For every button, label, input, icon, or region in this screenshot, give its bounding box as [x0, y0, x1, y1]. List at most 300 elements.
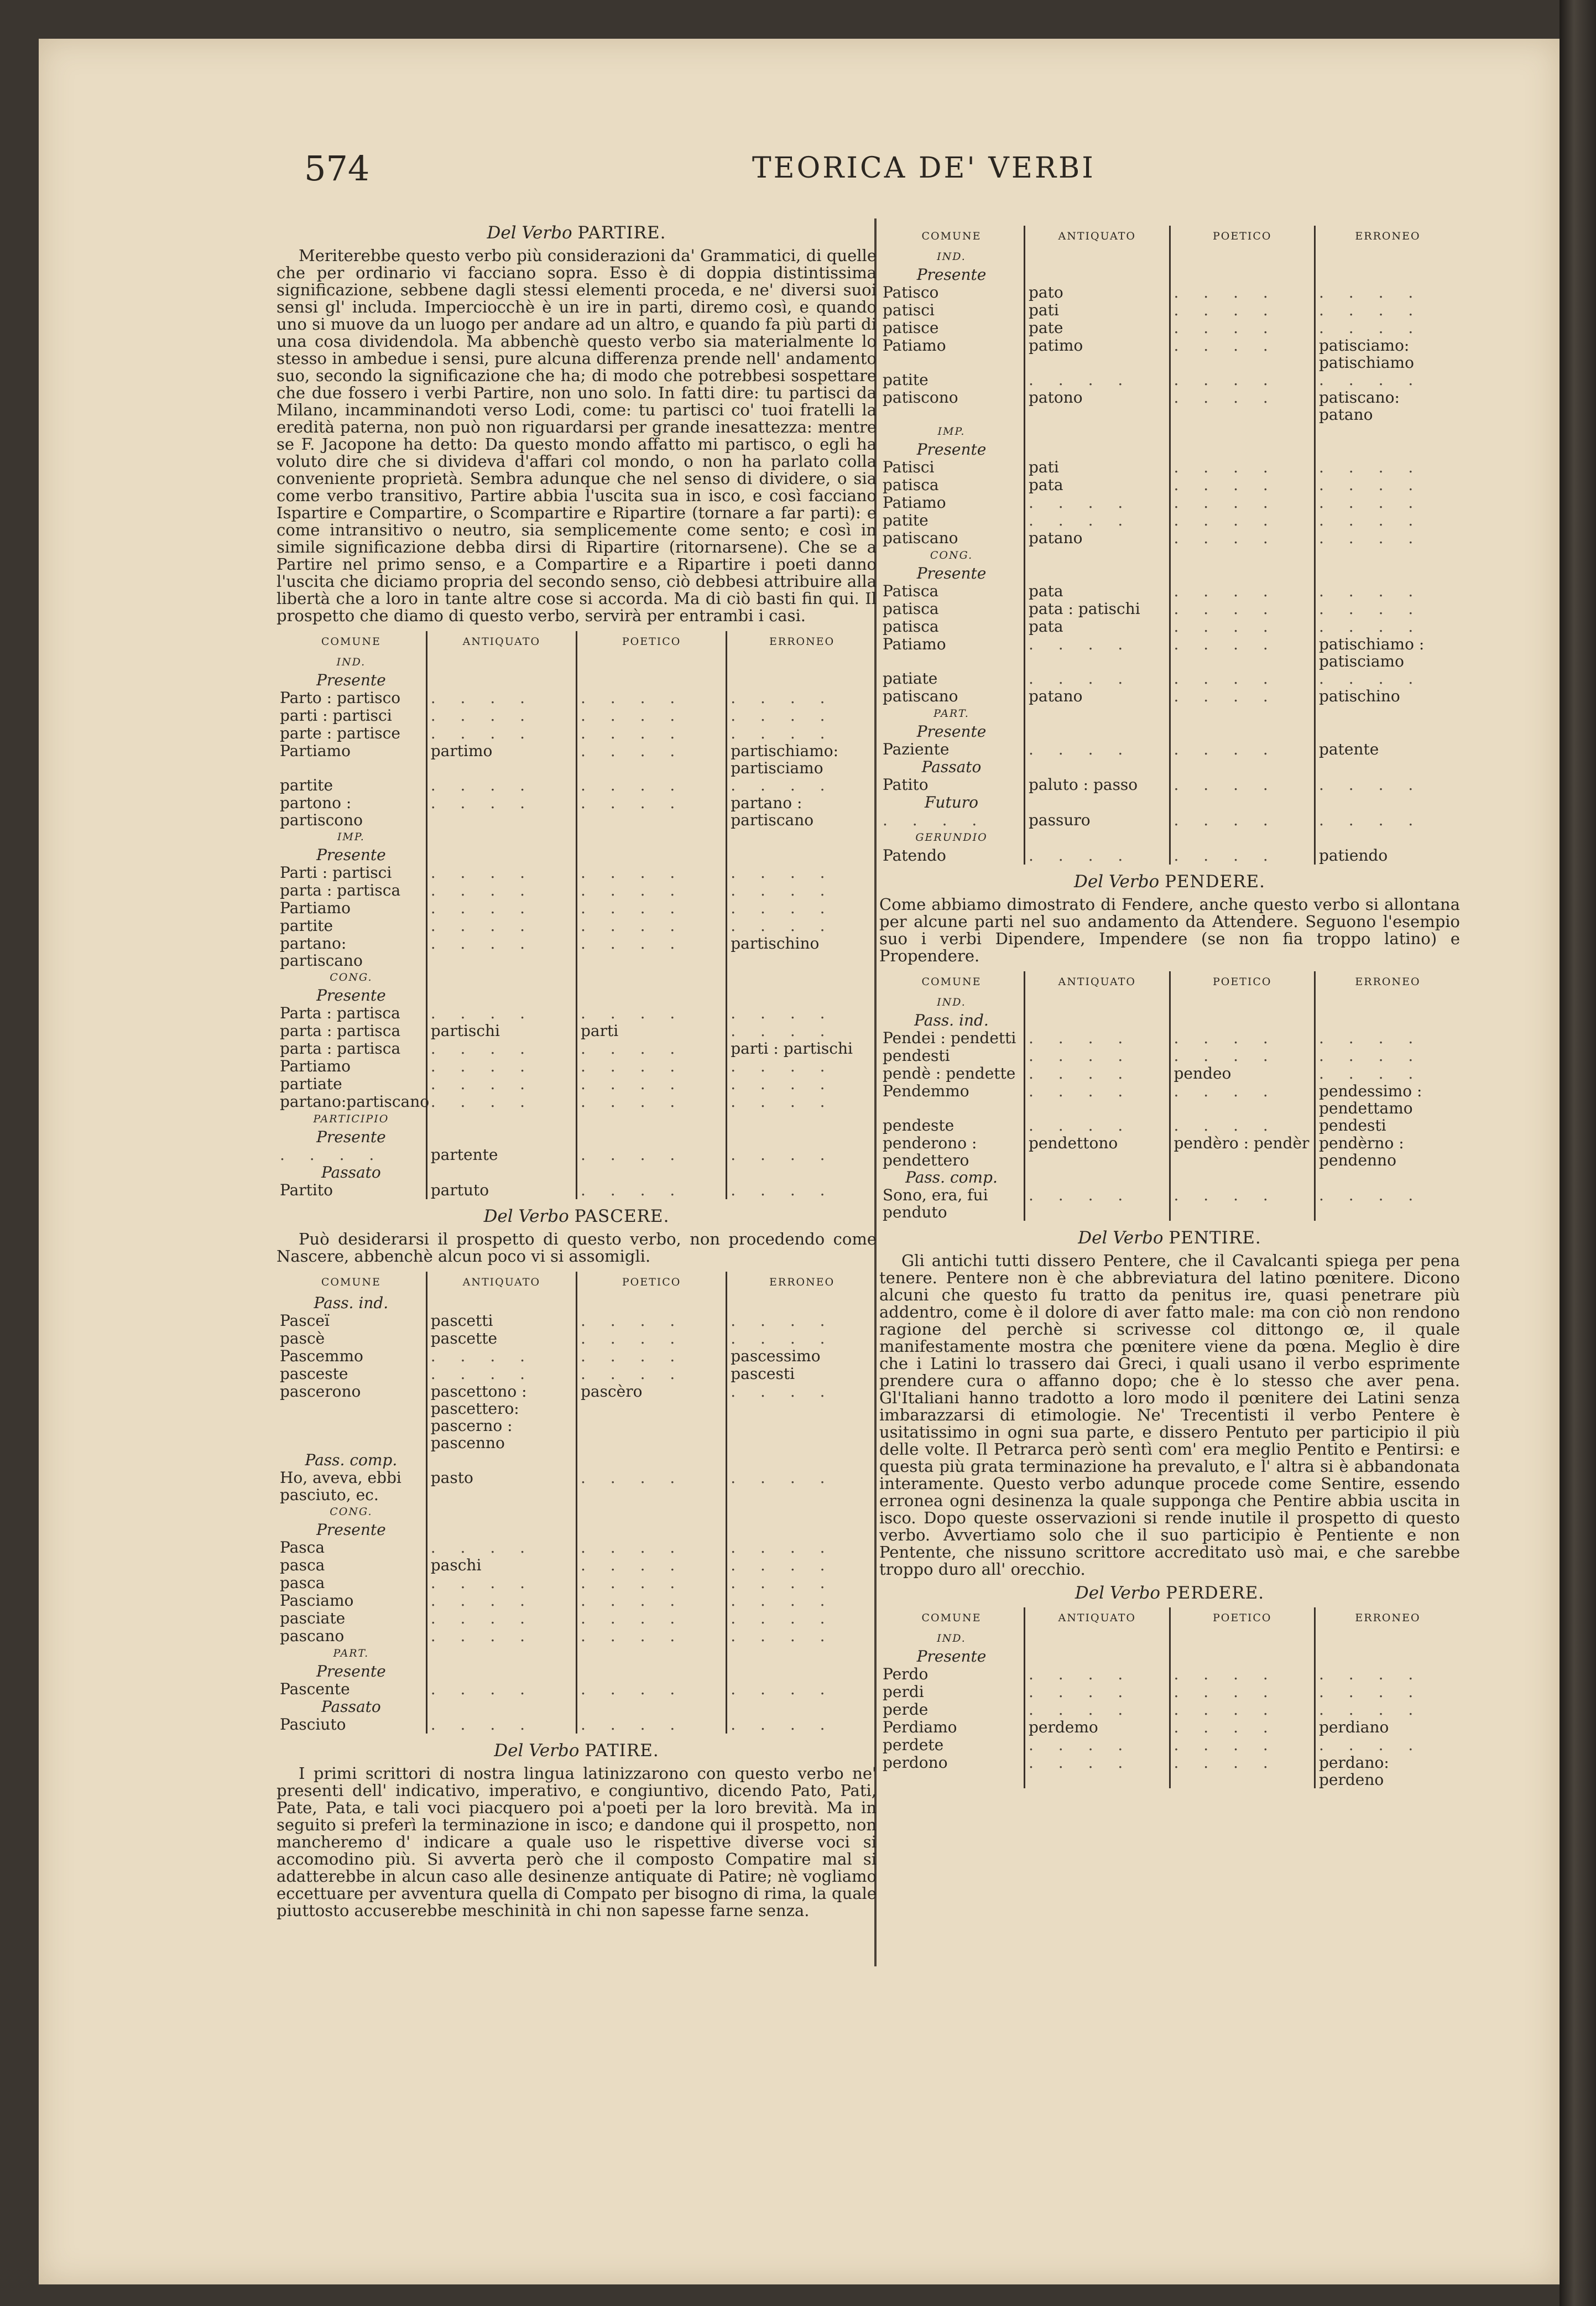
- empty-cell: [1025, 565, 1170, 582]
- poetico-cell: . . . .: [1170, 494, 1315, 512]
- empty-cell: [1170, 423, 1315, 441]
- empty-cell: [577, 1645, 727, 1663]
- poetico-cell: . . . .: [577, 935, 727, 969]
- poetico-cell: . . . .: [1170, 284, 1315, 301]
- antiquato-cell: patono: [1025, 389, 1170, 423]
- empty-cell: [426, 1645, 576, 1663]
- poetico-cell: . . . .: [1170, 1117, 1315, 1134]
- table-row: [277, 1469, 877, 1503]
- erroneo-cell: . . . .: [1315, 1736, 1461, 1754]
- table-row: [879, 600, 1460, 618]
- table-row: [277, 1075, 877, 1093]
- erroneo-cell: perdiano: [1315, 1719, 1461, 1736]
- empty-cell: [1170, 565, 1315, 582]
- comune-cell: Patiamo: [883, 336, 946, 355]
- table-row: [277, 1645, 877, 1663]
- table-row: [879, 337, 1460, 371]
- table-row: [277, 1698, 877, 1716]
- empty-cell: [577, 1111, 727, 1128]
- erroneo-cell: pendèrno : pendenno: [1315, 1134, 1461, 1169]
- antiquato-cell: . . . .: [1025, 512, 1170, 529]
- erroneo-cell: . . . .: [1315, 459, 1461, 476]
- antiquato-cell: pati: [1025, 301, 1170, 319]
- poetico-cell: . . . .: [577, 917, 727, 935]
- erroneo-cell: . . . .: [727, 1330, 877, 1347]
- comune-cell: Partiamo: [280, 742, 351, 760]
- empty-cell: [426, 1663, 576, 1680]
- poetico-cell: . . . .: [577, 777, 727, 794]
- antiquato-cell: . . . .: [426, 707, 576, 725]
- table-row: [879, 705, 1460, 723]
- comune-cell: parta : partisca: [280, 881, 401, 899]
- col-head-antiquato: ANTIQUATO: [426, 1272, 576, 1294]
- comune-cell: pasca: [280, 1574, 325, 1592]
- comune-cell: Paziente: [883, 740, 950, 758]
- comune-cell: patisca: [883, 617, 939, 636]
- table-row: [879, 301, 1460, 319]
- poetico-cell: . . . .: [577, 725, 727, 742]
- comune-cell: Parta : partisca: [280, 1004, 400, 1022]
- antiquato-cell: . . . .: [426, 1365, 576, 1383]
- table-row: [879, 1648, 1460, 1665]
- table-row: [277, 846, 877, 864]
- antiquato-cell: . . . .: [1025, 494, 1170, 512]
- erroneo-cell: partischino: [727, 935, 877, 969]
- erroneo-cell: partischiamo: partisciamo: [727, 742, 877, 777]
- tense-label: Presente: [316, 846, 386, 864]
- perdere-table: [879, 1607, 1460, 1788]
- table-row: [277, 1521, 877, 1539]
- erroneo-cell: . . . .: [1315, 1029, 1461, 1047]
- poetico-cell: . . . .: [577, 1146, 727, 1164]
- table-row: [277, 1627, 877, 1645]
- tense-label: Pass. ind.: [314, 1294, 389, 1312]
- section-title-partire: Del Verbo PARTIRE.: [487, 223, 666, 243]
- empty-cell: [1025, 1630, 1170, 1648]
- empty-cell: [727, 829, 877, 846]
- antiquato-cell: . . . .: [426, 777, 576, 794]
- antiquato-cell: . . . .: [426, 882, 576, 899]
- comune-cell: pascerono: [280, 1382, 361, 1401]
- tense-label: Presente: [316, 986, 386, 1004]
- table-row: [879, 494, 1460, 512]
- tense-label: Presente: [316, 671, 386, 689]
- empty-cell: [1025, 266, 1170, 284]
- empty-cell: [577, 654, 727, 672]
- antiquato-cell: . . . .: [1025, 1683, 1170, 1701]
- comune-cell: Ho, aveva, ebbi pasciuto, ec.: [280, 1469, 401, 1504]
- antiquato-cell: pate: [1025, 319, 1170, 337]
- antiquato-cell: . . . .: [1025, 847, 1170, 865]
- table-row: [879, 459, 1460, 476]
- antiquato-cell: patano: [1025, 529, 1170, 547]
- antiquato-cell: . . . .: [426, 689, 576, 707]
- antiquato-cell: paluto : passo: [1025, 776, 1170, 794]
- empty-cell: [1170, 1648, 1315, 1665]
- erroneo-cell: . . . .: [1315, 284, 1461, 301]
- comune-cell: pasca: [280, 1556, 325, 1574]
- empty-cell: [577, 987, 727, 1004]
- antiquato-cell: pascetti: [426, 1312, 576, 1330]
- mood-label: CONG.: [330, 971, 373, 983]
- comune-cell: Patito: [883, 775, 929, 794]
- col-head-erroneo: ERRONEO: [1315, 971, 1461, 994]
- antiquato-cell: . . . .: [1025, 1736, 1170, 1754]
- comune-cell: Patisca: [883, 582, 939, 600]
- poetico-cell: . . . .: [577, 1680, 727, 1698]
- comune-cell: Sono, era, fui penduto: [883, 1186, 988, 1221]
- empty-cell: [426, 1451, 576, 1469]
- poetico-cell: . . . .: [1170, 776, 1315, 794]
- comune-cell: Patisci: [883, 458, 935, 476]
- comune-cell: pasciate: [280, 1609, 346, 1627]
- table-row: [879, 1754, 1460, 1788]
- erroneo-cell: . . . .: [1315, 1665, 1461, 1683]
- comune-cell: partono : partiscono: [280, 794, 363, 829]
- table-row: [277, 707, 877, 725]
- empty-cell: [727, 1503, 877, 1521]
- poetico-cell: . . . .: [577, 1627, 727, 1645]
- mood-label: IMP.: [337, 831, 365, 843]
- col-head-comune: COMUNE: [921, 976, 982, 988]
- col-head-antiquato: ANTIQUATO: [1025, 1607, 1170, 1630]
- page-edge: [1560, 0, 1596, 2306]
- empty-cell: [1170, 547, 1315, 565]
- empty-cell: [1315, 441, 1461, 459]
- tense-label: Pass. comp.: [305, 1451, 398, 1469]
- erroneo-cell: . . . .: [1315, 670, 1461, 688]
- poetico-cell: . . . .: [577, 1557, 727, 1574]
- table-row: [277, 1181, 877, 1199]
- poetico-cell: . . . .: [577, 864, 727, 882]
- comune-cell: Pendemmo: [883, 1082, 969, 1100]
- col-head-poetico: POETICO: [577, 1272, 727, 1294]
- erroneo-cell: . . . .: [1315, 811, 1461, 829]
- table-row: [879, 476, 1460, 494]
- antiquato-cell: . . . .: [426, 1627, 576, 1645]
- antiquato-cell: . . . .: [426, 1075, 576, 1093]
- table-row: [879, 423, 1460, 441]
- poetico-cell: . . . .: [577, 1592, 727, 1610]
- mood-label: PARTICIPIO: [313, 1113, 389, 1125]
- erroneo-cell: . . . .: [727, 1075, 877, 1093]
- poetico-cell: . . . .: [577, 1469, 727, 1503]
- table-row: [879, 319, 1460, 337]
- empty-cell: [426, 1503, 576, 1521]
- empty-cell: [727, 969, 877, 987]
- table-row: [879, 1012, 1460, 1029]
- erroneo-cell: . . . .: [727, 1627, 877, 1645]
- table-row: [879, 248, 1460, 266]
- empty-cell: [1170, 248, 1315, 266]
- empty-cell: [1025, 829, 1170, 847]
- comune-cell: patisce: [883, 319, 939, 337]
- empty-cell: [1025, 547, 1170, 565]
- empty-cell: [1315, 723, 1461, 741]
- table-row: [277, 1022, 877, 1040]
- col-head-poetico: POETICO: [577, 631, 727, 654]
- comune-cell: patiate: [883, 669, 938, 688]
- antiquato-cell: . . . .: [1025, 1754, 1170, 1788]
- table-row: [277, 654, 877, 672]
- antiquato-cell: pata : patischi: [1025, 600, 1170, 618]
- comune-cell: Pasca: [280, 1538, 325, 1557]
- empty-cell: [1315, 1169, 1461, 1186]
- comune-cell: patisca: [883, 600, 939, 618]
- empty-cell: [426, 1294, 576, 1312]
- table-row: [879, 565, 1460, 582]
- pascere-table: [277, 1272, 877, 1734]
- table-row: [277, 1574, 877, 1592]
- tense-label: Presente: [916, 564, 987, 582]
- tense-label: Presente: [916, 722, 987, 741]
- comune-cell: parti : partisci: [280, 706, 392, 725]
- erroneo-cell: . . . .: [727, 1557, 877, 1574]
- antiquato-cell: . . . .: [1025, 670, 1170, 688]
- empty-cell: [727, 846, 877, 864]
- table-row: [277, 1592, 877, 1610]
- antiquato-cell: . . . .: [426, 794, 576, 829]
- empty-cell: [727, 1164, 877, 1181]
- empty-cell: [1315, 994, 1461, 1012]
- erroneo-cell: . . . .: [727, 864, 877, 882]
- comune-cell: Patiamo: [883, 493, 946, 512]
- erroneo-cell: . . . .: [1315, 371, 1461, 389]
- erroneo-cell: . . . .: [1315, 618, 1461, 636]
- poetico-cell: . . . .: [577, 1058, 727, 1075]
- comune-cell: perdi: [883, 1683, 924, 1701]
- empty-cell: [577, 846, 727, 864]
- antiquato-cell: . . . .: [426, 935, 576, 969]
- erroneo-cell: . . . .: [727, 1146, 877, 1164]
- poetico-cell: . . . .: [577, 1347, 727, 1365]
- comune-cell: pendè : pendette: [883, 1064, 1016, 1082]
- antiquato-cell: pato: [1025, 284, 1170, 301]
- pendere-table: [879, 971, 1460, 1221]
- empty-cell: [727, 654, 877, 672]
- table-row: [277, 1680, 877, 1698]
- empty-cell: [1315, 1648, 1461, 1665]
- antiquato-cell: partuto: [426, 1181, 576, 1199]
- table-row: [879, 794, 1460, 811]
- poetico-cell: . . . .: [1170, 1683, 1315, 1701]
- empty-cell: [577, 1451, 727, 1469]
- antiquato-cell: pata: [1025, 476, 1170, 494]
- comune-cell: parta : partisca: [280, 1022, 401, 1040]
- empty-cell: [426, 1111, 576, 1128]
- comune-cell: Pascemmo: [280, 1347, 363, 1365]
- comune-cell: patite: [883, 511, 929, 529]
- antiquato-cell: . . . .: [426, 1680, 576, 1698]
- empty-cell: [1025, 1012, 1170, 1029]
- table-row: [879, 1630, 1460, 1648]
- table-row: [879, 389, 1460, 423]
- table-row: [879, 512, 1460, 529]
- erroneo-cell: perdano: perdeno: [1315, 1754, 1461, 1788]
- table-row: [879, 1065, 1460, 1082]
- table-row: [277, 1663, 877, 1680]
- erroneo-cell: . . . .: [1315, 512, 1461, 529]
- col-head-erroneo: ERRONEO: [1315, 226, 1461, 248]
- empty-cell: [1170, 705, 1315, 723]
- comune-cell: patisca: [883, 476, 939, 494]
- table-row: [879, 1683, 1460, 1701]
- erroneo-cell: . . . .: [727, 1004, 877, 1022]
- table-row: [277, 1330, 877, 1347]
- empty-cell: [1025, 794, 1170, 811]
- erroneo-cell: . . . .: [1315, 1047, 1461, 1065]
- poetico-cell: . . . .: [1170, 389, 1315, 423]
- poetico-cell: . . . .: [1170, 741, 1315, 758]
- tense-label: Passato: [321, 1698, 381, 1716]
- empty-cell: [1315, 248, 1461, 266]
- poetico-cell: parti: [577, 1022, 727, 1040]
- erroneo-cell: . . . .: [1315, 1701, 1461, 1719]
- poetico-cell: pendeo: [1170, 1065, 1315, 1082]
- empty-cell: [426, 1164, 576, 1181]
- antiquato-cell: pata: [1025, 582, 1170, 600]
- table-row: [879, 670, 1460, 688]
- antiquato-cell: pendettono: [1025, 1134, 1170, 1169]
- erroneo-cell: . . . .: [1315, 319, 1461, 337]
- table-row: [277, 1610, 877, 1627]
- table-row: [879, 371, 1460, 389]
- comune-cell: Perdo: [883, 1665, 929, 1683]
- antiquato-cell: . . . .: [426, 917, 576, 935]
- poetico-cell: . . . .: [577, 1004, 727, 1022]
- antiquato-cell: . . . .: [426, 1610, 576, 1627]
- poetico-cell: . . . .: [577, 794, 727, 829]
- table-row: [277, 689, 877, 707]
- table-row: [277, 1294, 877, 1312]
- antiquato-cell: . . . .: [1025, 1065, 1170, 1082]
- col-head-comune: COMUNE: [321, 1276, 381, 1288]
- poetico-cell: . . . .: [577, 689, 727, 707]
- poetico-cell: . . . .: [1170, 1736, 1315, 1754]
- table-row: [277, 1365, 877, 1383]
- empty-cell: [577, 672, 727, 689]
- erroneo-cell: patente: [1315, 741, 1461, 758]
- poetico-cell: . . . .: [577, 742, 727, 777]
- comune-cell: pendesti: [883, 1047, 950, 1065]
- table-row: [879, 1701, 1460, 1719]
- poetico-cell: . . . .: [577, 1365, 727, 1383]
- table-row: [277, 1503, 877, 1521]
- empty-cell: [577, 969, 727, 987]
- antiquato-cell: . . . .: [426, 864, 576, 882]
- erroneo-cell: . . . .: [727, 689, 877, 707]
- comune-cell: pascano: [280, 1627, 345, 1645]
- comune-cell: penderono : pendettero: [883, 1134, 977, 1169]
- empty-cell: [1025, 441, 1170, 459]
- table-row: [277, 725, 877, 742]
- poetico-cell: . . . .: [1170, 688, 1315, 705]
- empty-cell: [1170, 266, 1315, 284]
- erroneo-cell: . . . .: [1315, 582, 1461, 600]
- antiquato-cell: . . . .: [1025, 1701, 1170, 1719]
- table-row: [879, 847, 1460, 865]
- erroneo-cell: . . . .: [1315, 600, 1461, 618]
- table-row: [277, 1040, 877, 1058]
- erroneo-cell: . . . .: [727, 777, 877, 794]
- table-row: [879, 1047, 1460, 1065]
- table-row: [879, 1082, 1460, 1117]
- poetico-cell: pascèro: [577, 1383, 727, 1451]
- erroneo-cell: patischino: [1315, 688, 1461, 705]
- table-row: [277, 882, 877, 899]
- tense-label: Presente: [916, 440, 987, 459]
- table-row: [277, 917, 877, 935]
- comune-cell: Partiamo: [280, 1057, 351, 1075]
- empty-cell: [727, 1521, 877, 1539]
- table-row: [879, 529, 1460, 547]
- table-row: [277, 1164, 877, 1181]
- empty-cell: [727, 1111, 877, 1128]
- poetico-cell: . . . .: [1170, 459, 1315, 476]
- antiquato-cell: . . . .: [1025, 741, 1170, 758]
- poetico-cell: . . . .: [577, 1330, 727, 1347]
- table-row: [879, 1719, 1460, 1736]
- erroneo-cell: . . . .: [727, 899, 877, 917]
- antiquato-cell: partimo: [426, 742, 576, 777]
- antiquato-cell: passuro: [1025, 811, 1170, 829]
- table-row: [277, 1004, 877, 1022]
- table-row: [277, 1383, 877, 1451]
- col-head-poetico: POETICO: [1170, 1607, 1315, 1630]
- col-head-erroneo: ERRONEO: [727, 631, 877, 654]
- empty-cell: [727, 1698, 877, 1716]
- antiquato-cell: . . . .: [426, 725, 576, 742]
- empty-cell: [1170, 1630, 1315, 1648]
- empty-cell: [1025, 758, 1170, 776]
- table-row: [277, 1093, 877, 1111]
- erroneo-cell: parti : partischi: [727, 1040, 877, 1058]
- antiquato-cell: pascette: [426, 1330, 576, 1347]
- poetico-cell: . . . .: [577, 1312, 727, 1330]
- comune-cell: Pendei : pendetti: [883, 1029, 1016, 1047]
- table-row: [879, 1169, 1460, 1186]
- empty-cell: [727, 672, 877, 689]
- tense-label: Futuro: [925, 793, 978, 811]
- erroneo-cell: . . . .: [727, 1312, 877, 1330]
- col-head-comune: COMUNE: [921, 230, 982, 242]
- poetico-cell: . . . .: [577, 882, 727, 899]
- comune-cell: Parto : partisco: [280, 689, 401, 707]
- col-head-poetico: POETICO: [1170, 226, 1315, 248]
- erroneo-cell: . . . .: [727, 725, 877, 742]
- poetico-cell: . . . .: [577, 1075, 727, 1093]
- antiquato-cell: . . . .: [426, 1093, 576, 1111]
- poetico-cell: . . . .: [1170, 301, 1315, 319]
- empty-cell: [426, 846, 576, 864]
- table-row: [879, 284, 1460, 301]
- section-title-pascere: Del Verbo PASCERE.: [483, 1206, 670, 1226]
- poetico-cell: . . . .: [1170, 1186, 1315, 1221]
- section-title-pendere: Del Verbo PENDERE.: [1074, 872, 1265, 892]
- tense-label: Passato: [321, 1163, 381, 1181]
- table-row: [879, 441, 1460, 459]
- mood-label: IND.: [937, 1632, 966, 1644]
- erroneo-cell: pendessimo : pendettamo: [1315, 1082, 1461, 1117]
- empty-cell: [727, 1451, 877, 1469]
- empty-cell: [426, 654, 576, 672]
- comune-cell: perde: [883, 1700, 929, 1719]
- poetico-cell: . . . .: [1170, 1719, 1315, 1736]
- empty-cell: [727, 1294, 877, 1312]
- table-row: [277, 987, 877, 1004]
- poetico-cell: . . . .: [1170, 636, 1315, 670]
- table-row: [277, 1128, 877, 1146]
